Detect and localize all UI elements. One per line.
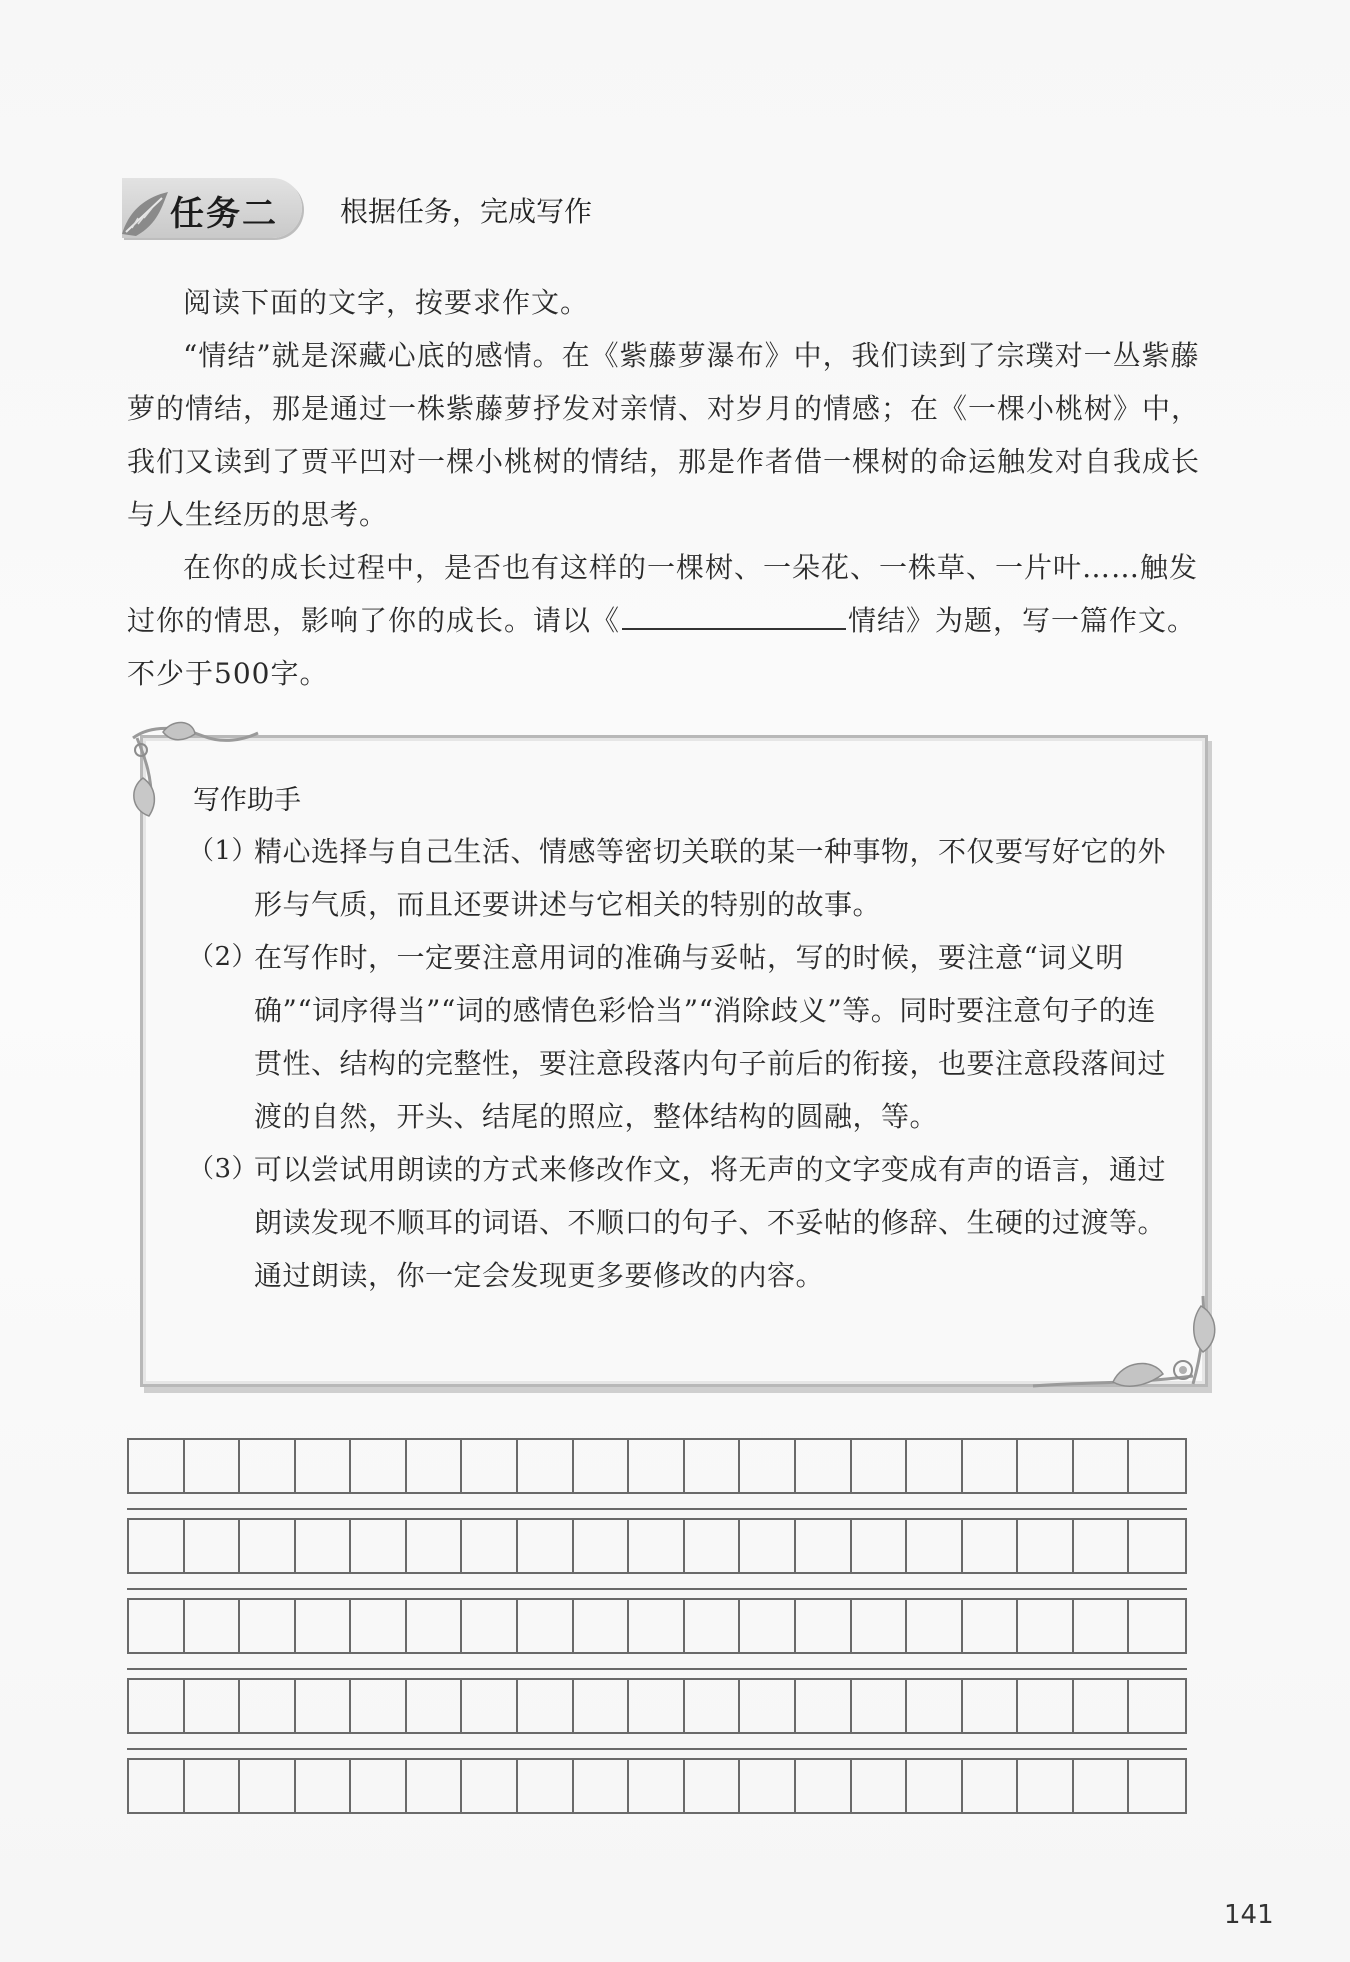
helper-item-number: （2） bbox=[188, 942, 259, 972]
page-number: 141 bbox=[1224, 1900, 1274, 1930]
helper-list bbox=[188, 825, 1178, 1302]
writing-grid-row[interactable] bbox=[127, 1598, 1187, 1654]
body-text bbox=[127, 276, 1223, 700]
flower-ornament-icon bbox=[1023, 1286, 1223, 1406]
instruction-paragraph: 阅读下面的文字，按要求作文。 bbox=[183, 286, 590, 319]
writing-grid-row[interactable] bbox=[127, 1758, 1187, 1814]
grid-gap-line bbox=[127, 1588, 1187, 1590]
helper-title: 写作助手 bbox=[193, 785, 301, 816]
helper-item bbox=[188, 1143, 1178, 1302]
grid-gap-line bbox=[127, 1748, 1187, 1750]
prompt-text-before: 在你的成长过程中，是否也有这样的一棵树、一朵花、一株草、一片叶……触发过你的情思，影响了你的成长。请以《 bbox=[127, 551, 1199, 637]
writing-grid-row[interactable] bbox=[127, 1518, 1187, 1574]
grid-gap-line bbox=[127, 1508, 1187, 1510]
helper-item-number: （1） bbox=[188, 836, 259, 866]
task-header bbox=[122, 178, 1022, 242]
helper-item-text: 精心选择与自己生活、情感等密切关联的某一种事物，不仅要写好它的外形与气质，而且还要讲述与它相关的特别的故事。 bbox=[254, 835, 1167, 921]
helper-item-text: 在写作时，一定要注意用词的准确与妥帖，写的时候，要注意“词义明确”“词序得当”“词的感情色彩恰当”“消除歧义”等。同时要注意句子的连贯性、结构的完整性，要注意段落内句子前后的衔接，也要注意段落间过渡的自然，开头、结尾的照应，整体结构的圆融，等。 bbox=[254, 941, 1167, 1133]
prompt-paragraph bbox=[127, 541, 1223, 700]
writing-grid-row[interactable] bbox=[127, 1678, 1187, 1734]
task-title: 根据任务，完成写作 bbox=[340, 195, 593, 228]
helper-item-number: （3） bbox=[188, 1154, 259, 1184]
helper-item-text: 可以尝试用朗读的方式来修改作文，将无声的文字变成有声的语言，通过朗读发现不顺耳的词语、不顺口的句子、不妥帖的修辞、生硬的过渡等。通过朗读，你一定会发现更多要修改的内容。 bbox=[254, 1153, 1167, 1292]
task-badge-label: 任务二 bbox=[170, 194, 278, 234]
writing-grid-row[interactable] bbox=[127, 1438, 1187, 1494]
title-blank[interactable] bbox=[622, 600, 846, 630]
helper-item bbox=[188, 825, 1178, 931]
writing-helper-box bbox=[140, 735, 1208, 1387]
grid-gap-line bbox=[127, 1668, 1187, 1670]
context-paragraph: “情结”就是深藏心底的感情。在《紫藤萝瀑布》中，我们读到了宗璞对一丛紫藤萝的情结，那是通过一株紫藤萝抒发对亲情、对岁月的情感；在《一棵小桃树》中，我们又读到了贾平凹对一棵小桃树的情结，那是作者借一棵树的命运触发对自我成长与人生经历的思考。 bbox=[127, 339, 1201, 531]
helper-item bbox=[188, 931, 1178, 1143]
prompt-text-after: 情结》为题，写一篇作文。不少于500字。 bbox=[127, 604, 1197, 690]
